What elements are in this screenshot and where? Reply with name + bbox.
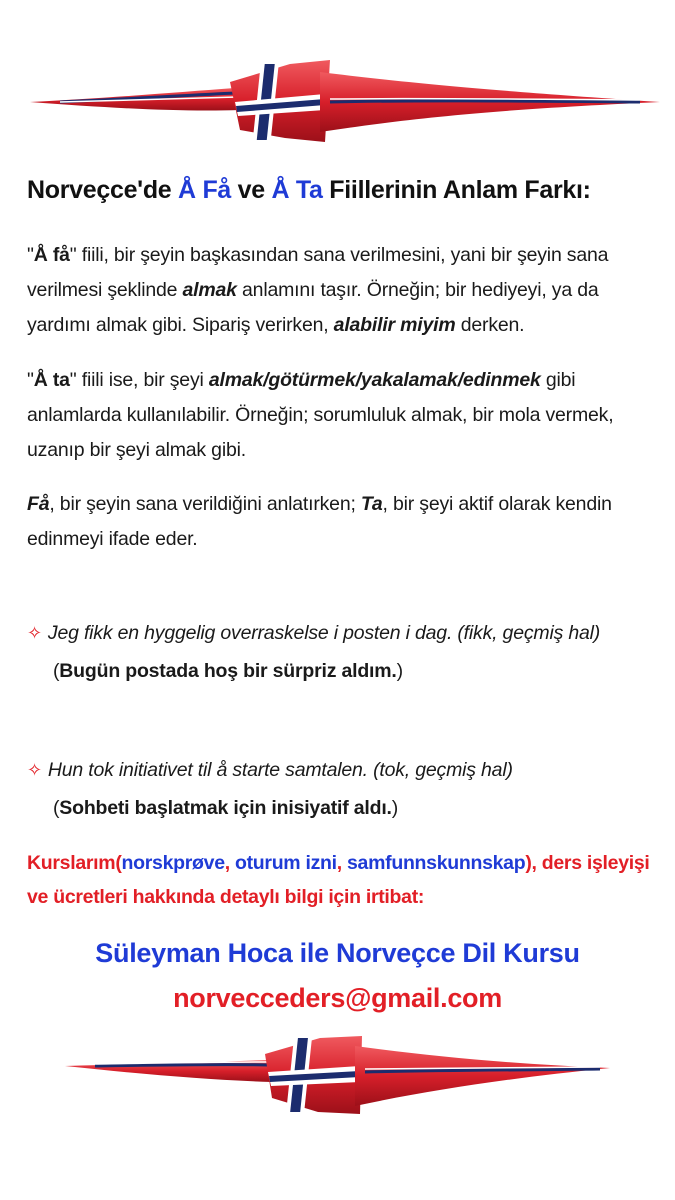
- verb-a-fa: Å få: [33, 244, 70, 266]
- example-turkish: Bugün postada hoş bir sürpriz aldım.: [59, 660, 397, 682]
- verb-a-ta: Å ta: [33, 369, 70, 391]
- paragraph-a-fa: "Å få" fiili, bir şeyin başkasından sana verilmesini, yani bir şeyin sana verilmesi şeklinde almak anlamını taşır. Örneğin; bir hediyeyi, ya da yardımı almak gibi. Sipariş verirken, alabilir miyim derken.: [27, 244, 609, 336]
- contact-info: Kurslarım(norskprøve, oturum izni, samfunnskunnskap), ders işleyişi ve ücretleri hakkında detaylı bilgi için irtibat:: [27, 852, 650, 908]
- norwegian-flag-ribbon-bottom: [0, 1028, 675, 1128]
- email-link[interactable]: norvecceders@gmail.com: [173, 983, 502, 1013]
- title-middle: ve: [231, 176, 272, 204]
- page-title: [27, 176, 591, 205]
- example-norwegian: Hun tok initiativet til å starte samtalen. (tok, geçmiş hal): [47, 759, 513, 781]
- paragraph-a-ta: "Å ta" fiili ise, bir şeyi almak/götürmek/yakalamak/edinmek gibi anlamlarda kullanılabilir. Örneğin; sorumluluk almak, bir mola vermek, uzanıp bir şeyi almak gibi.: [27, 369, 614, 461]
- emphasis-meanings: almak/götürmek/yakalamak/edinmek: [208, 369, 541, 391]
- star-outline-icon: ✧: [27, 760, 42, 780]
- example-turkish: Sohbeti başlatmak için inisiyatif aldı.: [59, 797, 392, 819]
- star-outline-icon: ✧: [27, 623, 42, 643]
- title-verb-a-fa: Å Få: [178, 176, 232, 204]
- course-norskprove: norskprøve: [121, 852, 225, 874]
- title-suffix: Fiillerinin Anlam Farkı:: [322, 176, 591, 204]
- emphasis-alabilir-miyim: alabilir miyim: [333, 314, 456, 336]
- example-1: ✧ Jeg fikk en hyggelig overraskelse i posten i dag. (fikk, geçmiş hal) (Bugün postada hoş bir sürpriz aldım.): [27, 622, 601, 682]
- course-samfunnskunnskap: samfunnskunnskap: [347, 852, 526, 874]
- example-norwegian: Jeg fikk en hyggelig overraskelse i posten i dag. (fikk, geçmiş hal): [47, 622, 601, 644]
- emphasis-fa: Få: [27, 493, 50, 515]
- norwegian-flag-ribbon-top: [0, 52, 675, 152]
- emphasis-ta: Ta: [360, 493, 383, 515]
- example-2: ✧ Hun tok initiativet til å starte samtalen. (tok, geçmiş hal) (Sohbeti başlatmak için inisiyatif aldı.): [27, 759, 513, 819]
- course-oturum-izni: oturum izni: [234, 852, 337, 874]
- school-name: Süleyman Hoca ile Norveçce Dil Kursu: [95, 938, 580, 968]
- paragraph-summary: Få, bir şeyin sana verildiğini anlatırken; Ta, bir şeyi aktif olarak kendin edinmeyi ifade eder.: [27, 493, 612, 550]
- title-prefix: Norveçce'de: [27, 176, 179, 204]
- title-verb-a-ta: Å Ta: [271, 176, 323, 204]
- emphasis-almak: almak: [182, 279, 237, 301]
